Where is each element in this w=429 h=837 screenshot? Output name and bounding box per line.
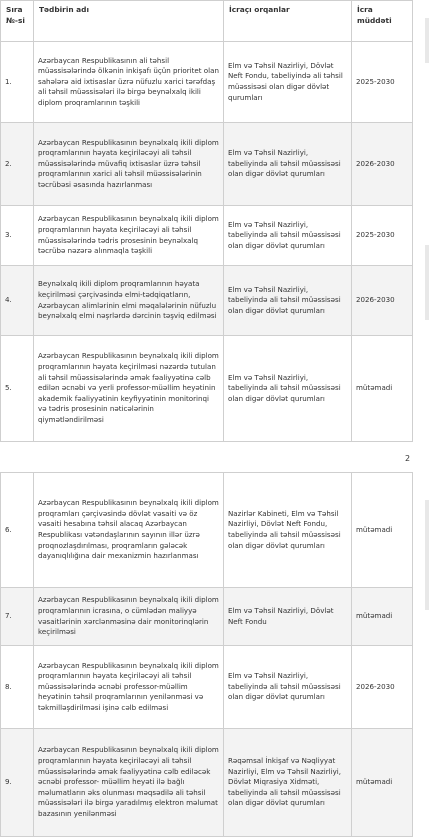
row-executors: Elm və Təhsil Nazirliyi, tabeliyində ali təhsil müəssisəsi olan digər dövlət qurumları <box>224 336 352 442</box>
table-row <box>1 336 413 442</box>
row-number: 9. <box>1 729 34 837</box>
table-row <box>1 266 413 336</box>
row-task: Azərbaycan Respublikasının beynəlxalq ikili diplom proqramlarının həyata keçiriləcəyi ali təhsil müəssisələrində tədris prosesinin beynəlxalq təcrübə nəzərə alınmaqla təşkili <box>34 206 224 266</box>
row-deadline: 2026-2030 <box>352 123 413 206</box>
table-row <box>1 123 413 206</box>
row-executors: Elm və Təhsil Nazirliyi, tabeliyində ali təhsil müəssisəsi olan digər dövlət qurumları <box>224 646 352 729</box>
row-number: 4. <box>1 266 34 336</box>
row-number: 6. <box>1 473 34 588</box>
row-executors: Elm və Təhsil Nazirliyi, tabeliyində ali təhsil müəssisəsi olan digər dövlət qurumları <box>224 123 352 206</box>
header-task: Tədbirin adı <box>34 1 224 42</box>
row-task: Azərbaycan Respublikasının beynəlxalq ikili diplom proqramlarının icrasına, o cümlədən maliyyə vəsaitlərinin xərclənməsinə dair monitorinqlərin keçirilməsi <box>34 588 224 646</box>
row-deadline: mütəmadi <box>352 336 413 442</box>
row-number: 7. <box>1 588 34 646</box>
row-number: 3. <box>1 206 34 266</box>
row-task: Azərbaycan Respublikasının beynəlxalq ikili diplom proqramlarının həyata keçirilməsi nəzərdə tutulan ali təhsil müəssisələrində əmək fəaliyyətinə cəlb edilən əcnəbi və yerli professor-müəllim heyətinin akademik fəaliyyətinin keyfiyyətinin monitorinqi və tədris prosesinin nəticələrinin qiymətləndirilməsi <box>34 336 224 442</box>
row-deadline: 2025-2030 <box>352 42 413 123</box>
row-task: Azərbaycan Respublikasının beynəlxalq ikili diplom proqramları çərçivəsində dövlət vəsaiti və öz vəsaiti hesabına təhsil alacaq Azərbaycan Respublikası vətəndaşlarının sayının illər üzrə proqnozlaşdırılması, proqramların gələcək dayanıqlılığına dair mexanizmin hazırlanması <box>34 473 224 588</box>
table-row <box>1 646 413 729</box>
table-row <box>1 729 413 837</box>
header-number: Sıra №-si <box>1 1 34 42</box>
scroll-gutter <box>425 18 429 63</box>
row-task: Azərbaycan Respublikasının beynəlxalq ikili diplom proqramlarının həyata keçiriləcəyi ali təhsil müəssisələrində müvafiq ixtisaslar üzrə təhsil proqramlarının xarici ali təhsil müəssisələrinin təcrübəsi əsasında hazırlanması <box>34 123 224 206</box>
row-task: Azərbaycan Respublikasının beynəlxalq ikili diplom proqramlarının həyata keçiriləcəyi ali təhsil müəssisələrində əcnəbi professor-müəllim heyətinin təhsil proqramlarının yenilənməsi və təkmilləşdirilməsi işinə cəlb edilməsi <box>34 646 224 729</box>
table-row <box>1 588 413 646</box>
row-deadline: mütəmadi <box>352 473 413 588</box>
header-deadline: İcra müddəti <box>352 1 413 42</box>
row-deadline: 2025-2030 <box>352 206 413 266</box>
action-plan-table-page-2 <box>0 472 413 837</box>
row-number: 1. <box>1 42 34 123</box>
row-deadline: mütəmadi <box>352 729 413 837</box>
row-task: Beynəlxalq ikili diplom proqramlarının həyata keçirilməsi çərçivəsində elmi-tədqiqatların, Azərbaycan alimlərinin elmi məqalələrinin nüfuzlu beynəlxalq elmi nəşrlərdə dərcinin təşviq edilməsi <box>34 266 224 336</box>
table-row <box>1 206 413 266</box>
table-row <box>1 473 413 588</box>
row-deadline: 2026-2030 <box>352 266 413 336</box>
row-executors: Elm və Təhsil Nazirliyi, tabeliyində ali təhsil müəssisəsi olan digər dövlət qurumları <box>224 206 352 266</box>
row-task: Azərbaycan Respublikasının ali təhsil müəssisələrində ölkənin inkişafı üçün prioritet olan sahələrə aid ixtisaslar üzrə nüfuzlu xarici tərəfdaş ali təhsil müəssisələri ilə birgə beynəlxalq ikili diplom proqramlarının təşkili <box>34 42 224 123</box>
row-number: 2. <box>1 123 34 206</box>
table-header-row <box>1 1 413 42</box>
row-executors: Elm və Təhsil Nazirliyi, Dövlət Neft Fondu, tabeliyində ali təhsil müəssisəsi olan digər dövlət qurumları <box>224 42 352 123</box>
row-executors: Elm və Təhsil Nazirliyi, Dövlət Neft Fondu <box>224 588 352 646</box>
header-executors: İcraçı orqanlar <box>224 1 352 42</box>
scroll-gutter <box>425 500 429 610</box>
row-number: 8. <box>1 646 34 729</box>
row-deadline: mütəmadi <box>352 588 413 646</box>
page-number: 2 <box>405 454 411 463</box>
row-task: Azərbaycan Respublikasının beynəlxalq ikili diplom proqramlarının həyata keçiriləcəyi ali təhsil müəssisələrində əmək fəaliyyətinə cəlb ediləcək əcnəbi professor- müəllim heyəti ilə bağlı məlumatların əks olunması məqsədilə ali təhsil müəssisələri ilə birgə yaradılmış elektron məlumat bazasının yenilənməsi <box>34 729 224 837</box>
row-executors: Rəqəmsal İnkişaf və Nəqliyyat Nazirliyi, Elm və Təhsil Nazirliyi, Dövlət Miqrasiya Xidməti, tabeliyində ali təhsil müəssisəsi olan digər dövlət qurumları <box>224 729 352 837</box>
table-row <box>1 42 413 123</box>
row-executors: Nazirlər Kabineti, Elm və Təhsil Nazirliyi, Dövlət Neft Fondu, tabeliyində ali təhsil müəssisəsi olan digər dövlət qurumları <box>224 473 352 588</box>
row-executors: Elm və Təhsil Nazirliyi, tabeliyində ali təhsil müəssisəsi olan digər dövlət qurumları <box>224 266 352 336</box>
row-deadline: 2026-2030 <box>352 646 413 729</box>
row-number: 5. <box>1 336 34 442</box>
scroll-gutter <box>425 245 429 320</box>
